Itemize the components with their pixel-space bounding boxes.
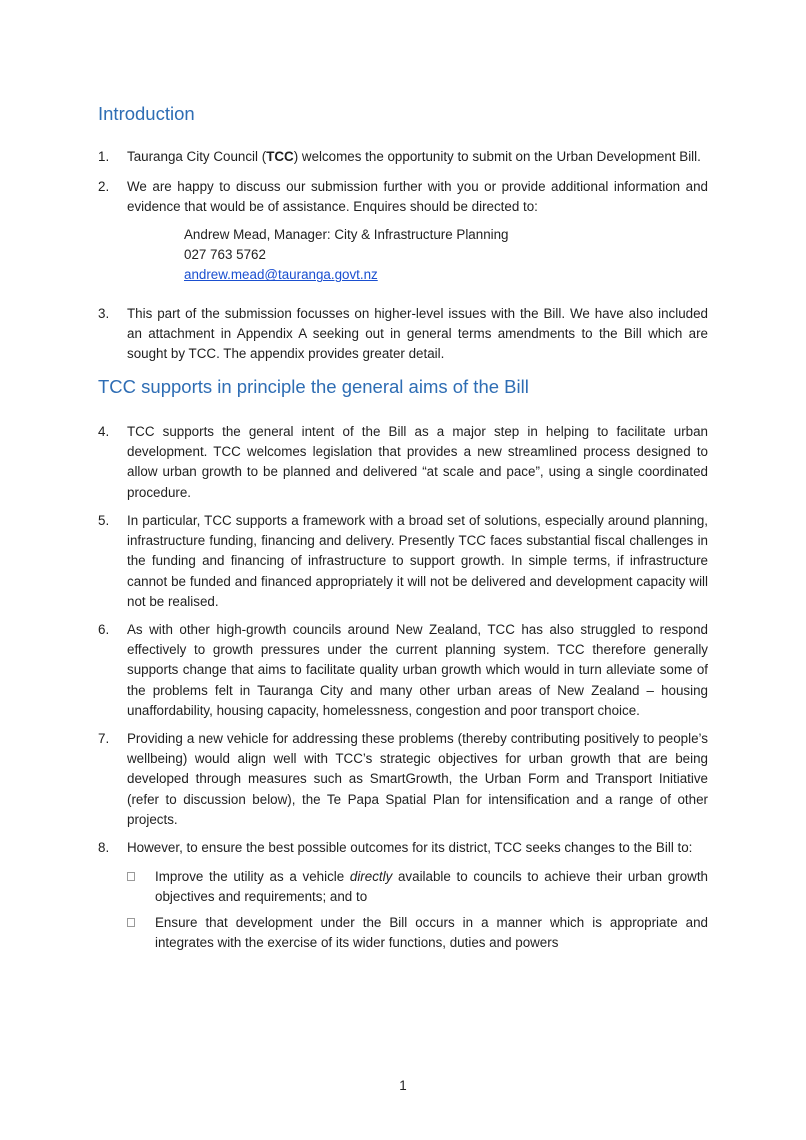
paragraph-number: 6. <box>98 622 110 637</box>
paragraph-number: 4. <box>98 424 110 439</box>
bullet-text <box>155 867 708 907</box>
paragraph-text <box>127 147 708 167</box>
paragraph-text: In particular, TCC supports a framework with a broad set of solutions, especially around planning, infrastructure funding, financing and delivery. Presently TCC faces substantial fiscal challenges in the funding and financing of infrastructure to support growth. In simple terms, if infrastructure cannot be funded and financed appropriately it will not be delivered and development capacity will not be realised. <box>127 513 708 609</box>
numbered-paragraph-8 <box>98 838 708 858</box>
contact-email-link[interactable]: andrew.mead@tauranga.govt.nz <box>184 267 378 283</box>
text-segment: Tauranga City Council ( <box>127 149 267 164</box>
section-heading-introduction: Introduction <box>98 103 195 124</box>
text-segment-bold: TCC <box>266 149 294 164</box>
paragraph-text: Providing a new vehicle for addressing these problems (thereby contributing positively to people’s wellbeing) would align well with TCC’s strategic objectives for urban growth that are being developed through measures such as SmartGrowth, the Urban Form and Transport Initiative (refer to discussion below), the Te Papa Spatial Plan for intensification and a range of other projects. <box>127 731 708 827</box>
paragraph-text: We are happy to discuss our submission further with you or provide additional information and evidence that would be of assistance. Enquires should be directed to: <box>127 179 708 215</box>
bullet-text: Ensure that development under the Bill occurs in a manner which is appropriate and integrates with the exercise of its wider functions, duties and powers <box>155 915 708 951</box>
section-heading-supports: TCC supports in principle the general aims of the Bill <box>98 376 529 397</box>
contact-block <box>184 225 509 286</box>
paragraph-text: As with other high-growth councils around New Zealand, TCC has also struggled to respond effectively to growth pressures under the current planning system. TCC therefore generally supports change that aims to facilitate quality urban growth which would in turn alleviate some of the problems felt in Tauranga City and many other urban areas of New Zealand – housing unaffordability, housing capacity, homelessness, congestion and poor transport choice. <box>127 622 708 718</box>
bullet-item-2 <box>127 913 708 953</box>
text-segment: available to councils to achieve their urban growth objectives and requirements; and to <box>155 869 708 905</box>
square-bullet-icon <box>127 918 135 927</box>
bullet-item-1 <box>127 867 708 907</box>
paragraph-number: 8. <box>98 840 110 855</box>
numbered-paragraph-1 <box>98 147 708 167</box>
contact-name: Andrew Mead, Manager: City & Infrastructure Planning <box>184 227 509 242</box>
text-segment: Improve the utility as a vehicle <box>155 869 350 884</box>
paragraph-text: This part of the submission focusses on higher-level issues with the Bill. We have also included an attachment in Appendix A seeking out in general terms amendments to the Bill which are sought by TCC. The appendix provides greater detail. <box>127 306 708 362</box>
contact-phone: 027 763 5762 <box>184 247 266 263</box>
numbered-paragraph-5 <box>98 511 708 612</box>
paragraph-number: 1. <box>98 149 110 164</box>
paragraph-number: 5. <box>98 513 110 528</box>
text-segment: ) welcomes the opportunity to submit on the Urban Development Bill. <box>293 149 701 164</box>
text-segment-italic: directly <box>349 869 393 884</box>
numbered-paragraph-7 <box>98 729 708 830</box>
numbered-paragraph-4 <box>98 422 708 503</box>
numbered-paragraph-3 <box>98 304 708 365</box>
numbered-paragraph-6 <box>98 620 708 721</box>
paragraph-number: 7. <box>98 731 110 746</box>
paragraph-number: 3. <box>98 306 110 321</box>
paragraph-text: However, to ensure the best possible outcomes for its district, TCC seeks changes to the Bill to: <box>127 840 693 855</box>
paragraph-number: 2. <box>98 179 110 194</box>
page-number: 1 <box>399 1078 407 1093</box>
square-bullet-icon <box>127 872 135 881</box>
paragraph-text: TCC supports the general intent of the Bill as a major step in helping to facilitate urban development. TCC welcomes legislation that provides a new streamlined process designed to allow urban growth to be planned and delivered “at scale and pace”, using a single coordinated procedure. <box>127 424 708 500</box>
numbered-paragraph-2 <box>98 177 708 217</box>
